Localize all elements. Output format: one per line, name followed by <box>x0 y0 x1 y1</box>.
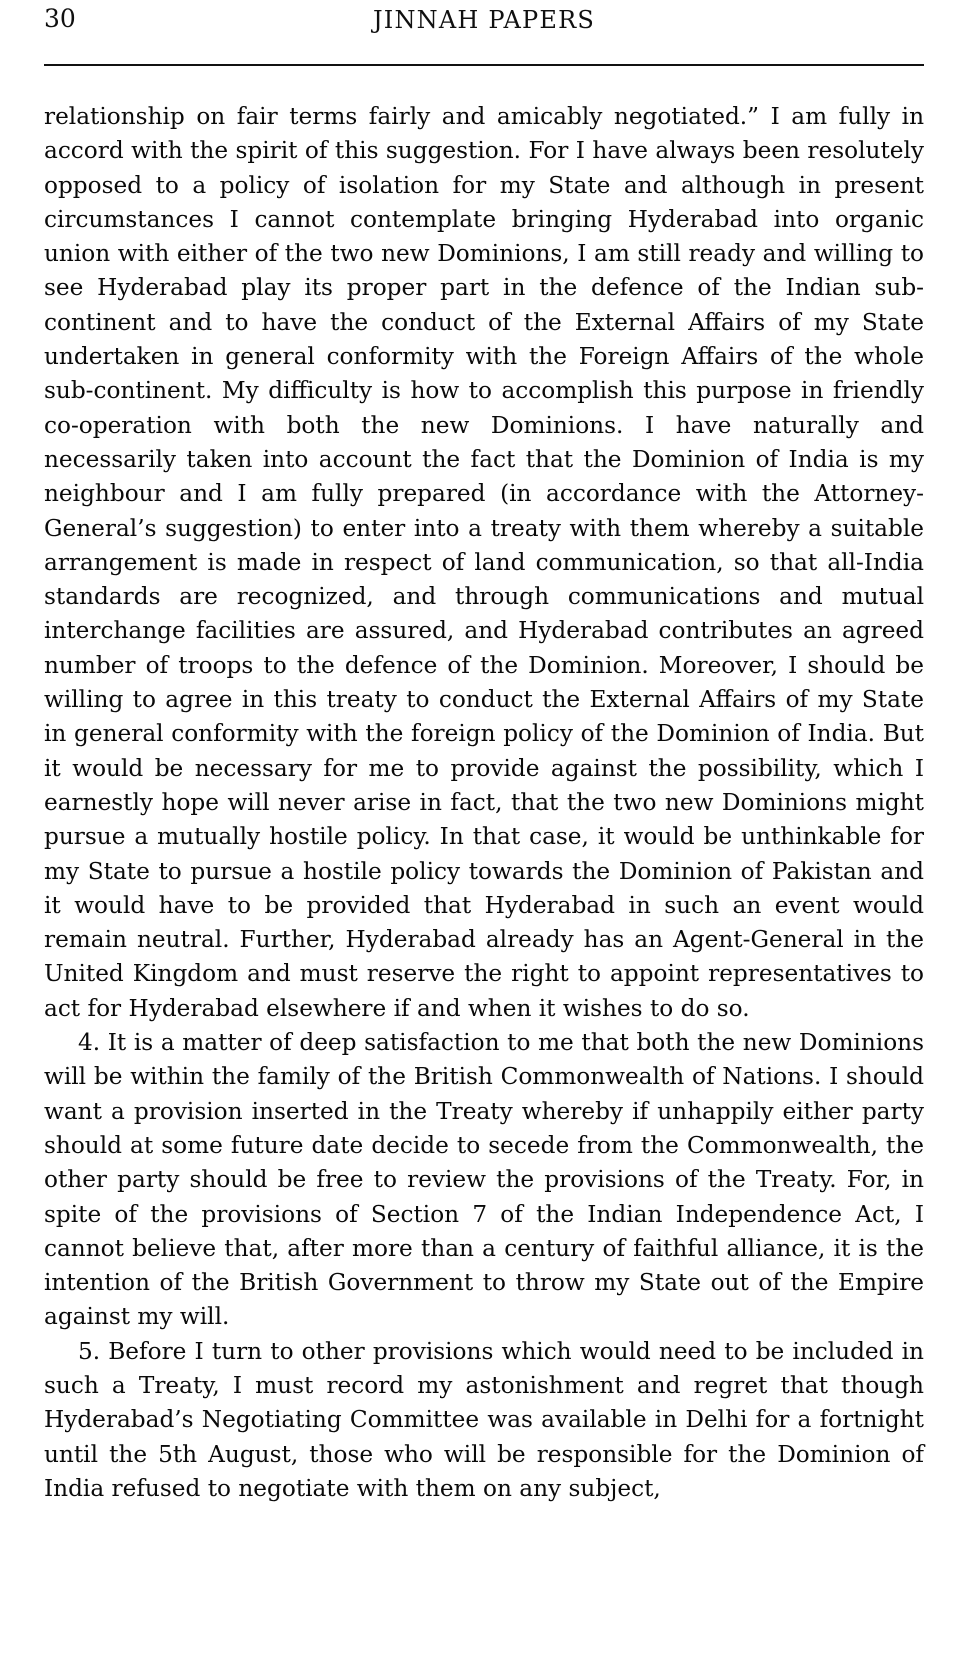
paragraph-4: 4. It is a matter of deep satisfaction to me that both the new Dominions will be within the family of the British Commonwealth of Nations. I should want a provision inserted in the Treaty whereby if unhappily either party should at some future date decide to secede from the Commonwealth, the other party should be free to review the provisions of the Treaty. For, in spite of the provisions of Section 7 of the Indian Independence Act, I cannot believe that, after more than a century of faithful alliance, it is the intention of the British Government to throw my State out of the Empire against my will. <box>44 1029 924 1331</box>
header-rule <box>44 64 924 66</box>
page-body <box>44 100 924 1506</box>
page-number: 30 <box>44 4 76 33</box>
page-header <box>44 0 924 56</box>
running-head: JINNAH PAPERS <box>372 6 596 34</box>
paragraph-5: 5. Before I turn to other provisions which would need to be included in such a Treaty, I must record my astonishment and regret that though Hyderabad’s Negotiating Committee was available in Delhi for a fortnight until the 5th August, those who will be responsible for the Dominion of India refused to negotiate with them on any subject, <box>44 1337 924 1502</box>
paragraph-continuation: relationship on fair terms fairly and amicably negotiated.” I am fully in accord with the spirit of this suggestion. For I have always been resolutely opposed to a policy of isolation for my State and although in present circumstances I cannot contemplate bringing Hyderabad into organic union with either of the two new Dominions, I am still ready and willing to see Hyderabad play its proper part in the defence of the Indian sub-continent and to have the conduct of the External Affairs of my State undertaken in general conformity with the Foreign Affairs of the whole sub-continent. My difficulty is how to accomplish this purpose in friendly co-operation with both the new Dominions. I have naturally and necessarily taken into account the fact that the Dominion of India is my neighbour and I am fully prepared (in accordance with the Attorney-General’s suggestion) to enter into a treaty with them whereby a suitable arrangement is made in respect of land communication, so that all-India standards are recognized, and through communications and mutual interchange facilities are assured, and Hyderabad contributes an agreed number of troops to the defence of the Dominion. Moreover, I should be willing to agree in this treaty to conduct the External Affairs of my State in general conformity with the foreign policy of the Dominion of India. But it would be necessary for me to provide against the possibility, which I earnestly hope will never arise in fact, that the two new Dominions might pursue a mutually hostile policy. In that case, it would be unthinkable for my State to pursue a hostile policy towards the Dominion of Pakistan and it would have to be provided that Hyderabad in such an event would remain neutral. Further, Hyderabad already has an Agent-General in the United Kingdom and must reserve the right to appoint representatives to act for Hyderabad elsewhere if and when it wishes to do so. <box>44 103 924 1022</box>
